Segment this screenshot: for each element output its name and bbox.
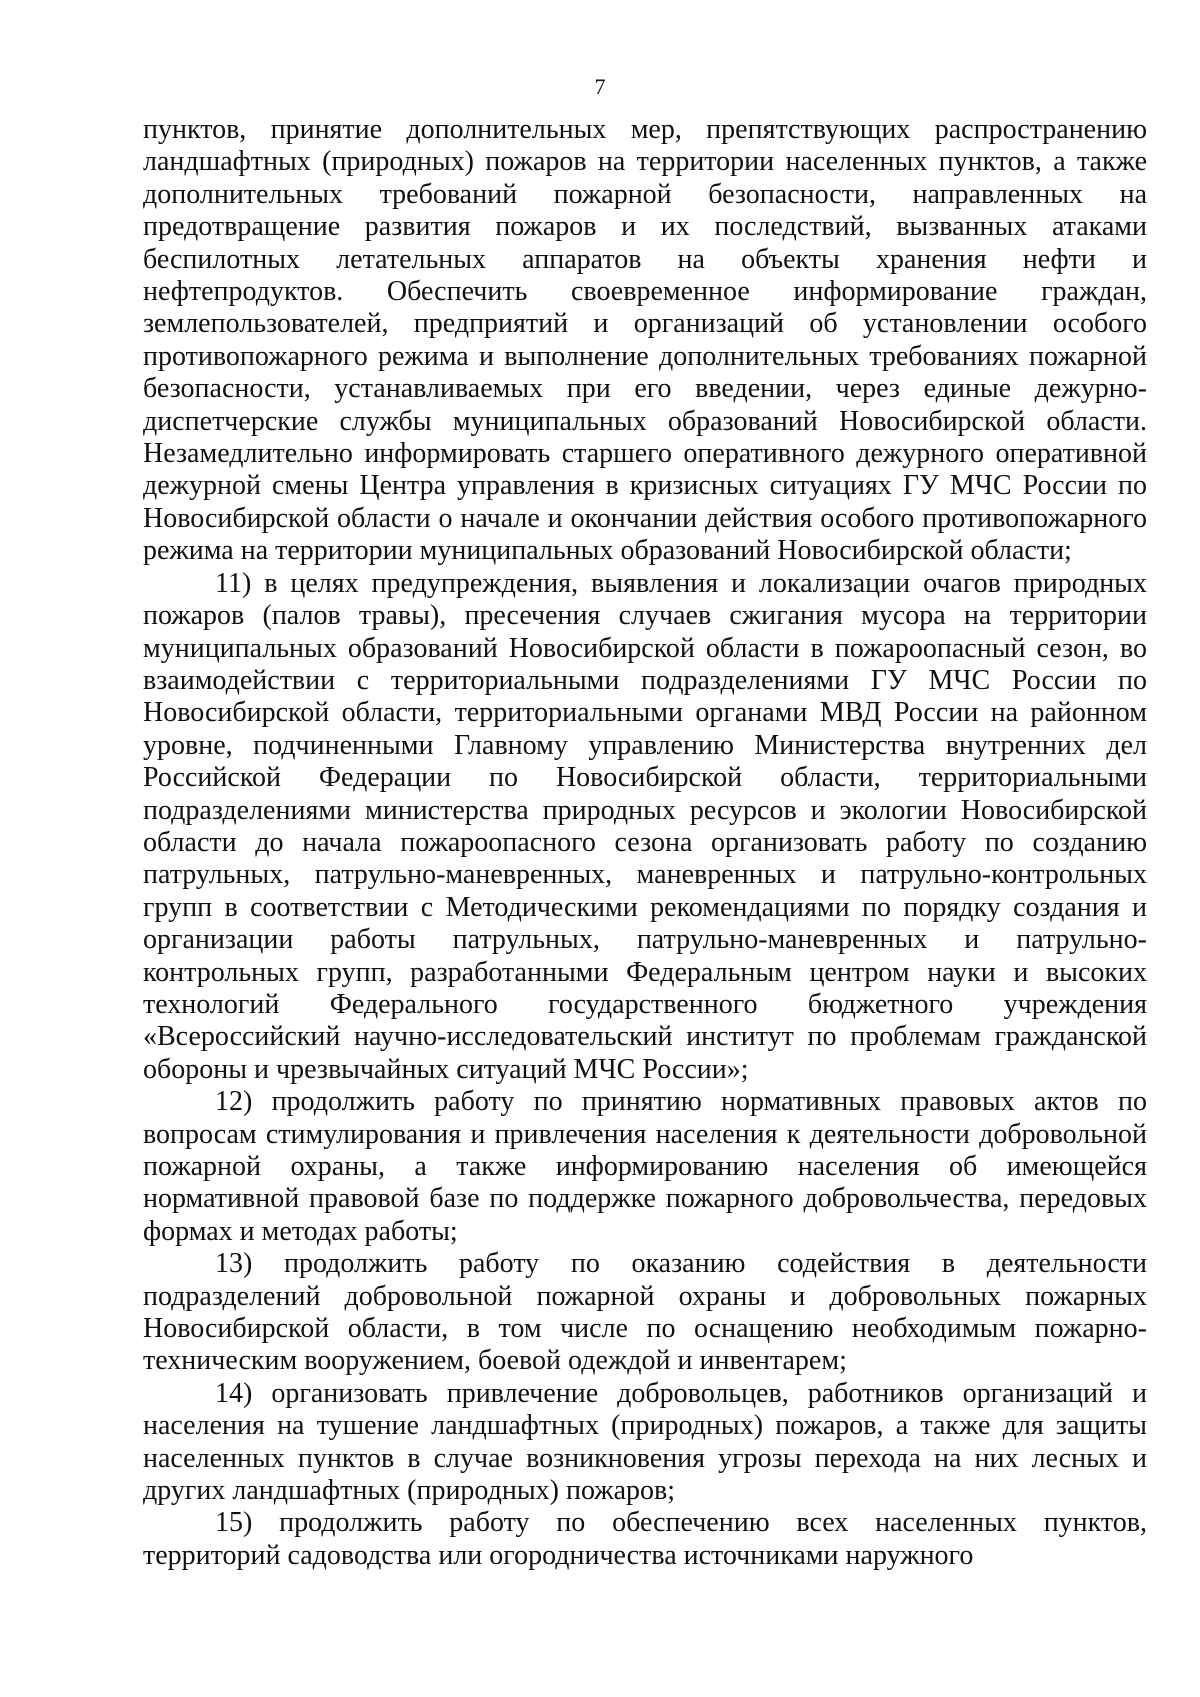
paragraph-item-14: 14) организовать привлечение добровольцев, работников организаций и населения на тушение ландшафтных (природных) пожаров, а также для защиты населенных пунктов в случае возникновения угрозы перехода на них лесных и других ландшафтных (природных) пожаров; xyxy=(143,1377,1147,1507)
page-number: 7 xyxy=(594,74,606,99)
document-body xyxy=(143,114,1147,1572)
paragraph-item-13: 13) продолжить работу по оказанию содействия в деятельности подразделений добровольной пожарной охраны и добровольных пожарных Новосибирской области, в том числе по оснащению необходимым пожарно-техническим вооружением, боевой одеждой и инвентарем; xyxy=(143,1248,1147,1377)
paragraph-continuation-10: пунктов, принятие дополнительных мер, препятствующих распространению ландшафтных (природных) пожаров на территории населенных пунктов, а также дополнительных требований пожарной безопасности, направленных на предотвращение развития пожаров и их последствий, вызванных атаками беспилотных летательных аппаратов на объекты хранения нефти и нефтепродуктов. Обеспечить своевременное информирование граждан, землепользователей, предприятий и организаций об установлении особого противопожарного режима и выполнение дополнительных требованиях пожарной безопасности, устанавливаемых при его введении, через единые дежурно-диспетчерские службы муниципальных образований Новосибирской области. Незамедлительно информировать старшего оперативного дежурного оперативной дежурной смены Центра управления в кризисных ситуациях ГУ МЧС России по Новосибирской области о начале и окончании действия особого противопожарного режима на территории муниципальных образований Новосибирской области; xyxy=(143,114,1147,567)
paragraph-item-15: 15) продолжить работу по обеспечению всех населенных пунктов, территорий садоводства или огородничества источниками наружного xyxy=(143,1507,1147,1571)
paragraph-item-12: 12) продолжить работу по принятию нормативных правовых актов по вопросам стимулирования и привлечения населения к деятельности добровольной пожарной охраны, а также информированию населения об имеющейся нормативной правовой базе по поддержке пожарного добровольчества, передовых формах и методах работы; xyxy=(143,1086,1147,1247)
paragraph-item-11: 11) в целях предупреждения, выявления и локализации очагов природных пожаров (палов травы), пресечения случаев сжигания мусора на территории муниципальных образований Новосибирской области в пожароопасный сезон, во взаимодействии с территориальными подразделениями ГУ МЧС России по Новосибирской области, территориальными органами МВД России на районном уровне, подчиненными Главному управлению Министерства внутренних дел Российской Федерации по Новосибирской области, территориальными подразделениями министерства природных ресурсов и экологии Новосибирской области до начала пожароопасного сезона организовать работу по созданию патрульных, патрульно-маневренных, маневренных и патрульно-контрольных групп в соответствии с Методическими рекомендациями по порядку создания и организации работы патрульных, патрульно-маневренных и патрульно-контрольных групп, разработанными Федеральным центром науки и высоких технологий Федерального государственного бюджетного учреждения «Всероссийский научно-исследовательский институт по проблемам гражданской обороны и чрезвычайных ситуаций МЧС России»; xyxy=(143,567,1147,1085)
